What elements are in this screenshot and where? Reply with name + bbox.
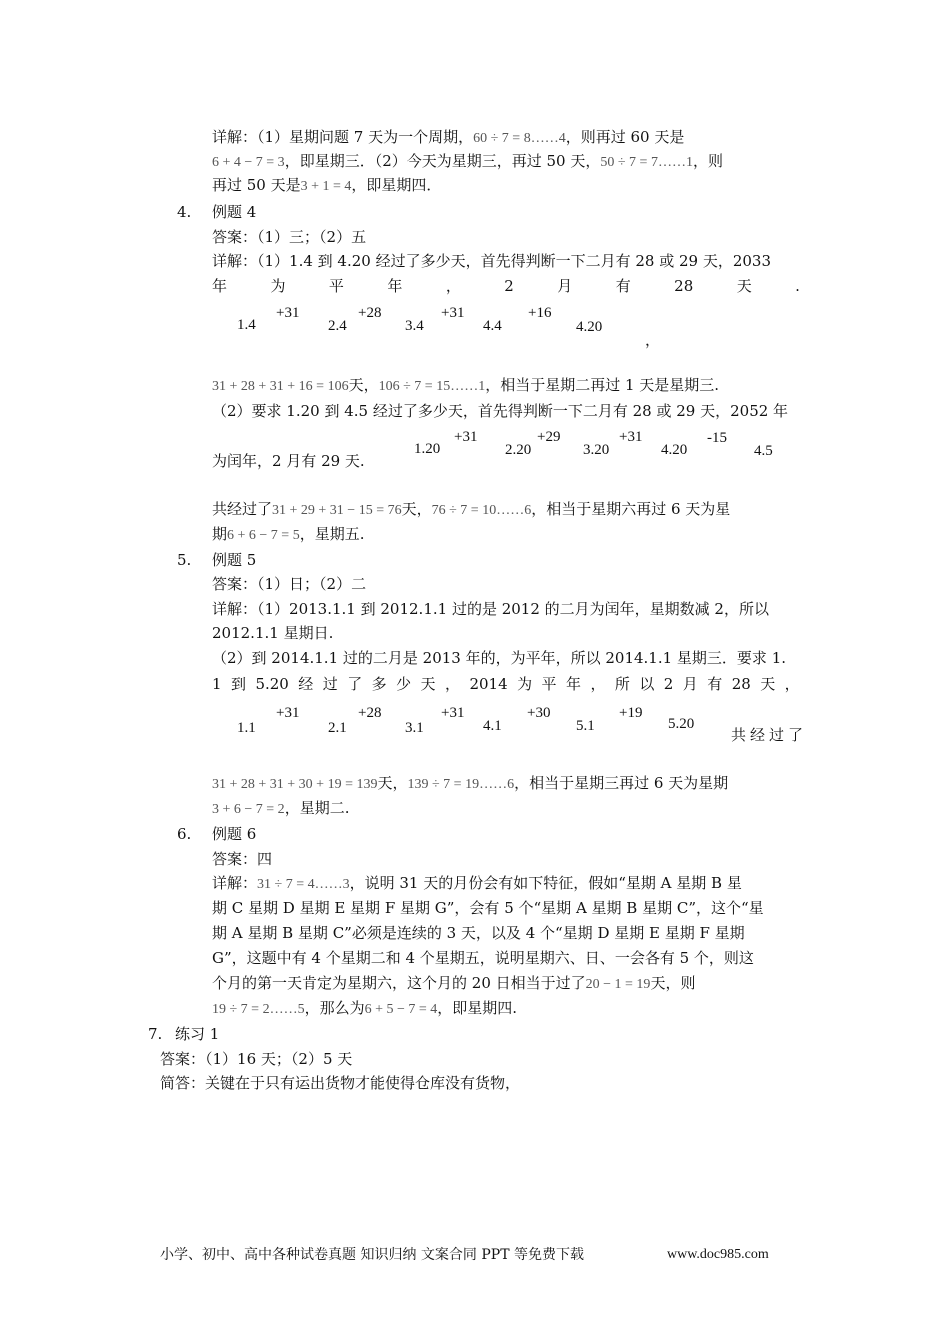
flow-date: 5.20 [668,716,695,732]
flow-step: +19 [619,705,643,721]
s4-calc-1 [212,374,719,398]
s6-text: ，说明 31 天的月份会有如下特征，假如“星期 A 星期 B 星 [349,874,742,892]
s6-text: ，即星期四. [437,999,518,1017]
s4-text: 共经过了 [212,500,273,518]
flow-date: 3.4 [405,318,424,334]
s3-text: ，即星期四． [351,176,442,194]
s4-detail-2 [212,275,800,297]
flow-step: -15 [707,430,727,446]
flow-step: +31 [276,305,300,321]
word: 了 [347,675,363,693]
word: 所 [614,675,630,693]
flow-step: +30 [527,705,551,721]
word: 天 [420,675,436,693]
s5-calc-2 [212,797,349,821]
s4-formula: 106 ÷ 7 = 15……1 [378,379,486,394]
s5-title: 例题 5 [212,551,257,569]
flow-date: 5.1 [576,718,595,734]
s3-text: 详解：（1）星期问题 7 天为一个周期， [212,128,474,146]
word: 月 [557,277,573,295]
word: 经 [298,675,314,693]
flow-step: +31 [619,429,643,445]
word: 过 [322,675,338,693]
word: 28 [674,277,694,295]
s3-text: ，即星期三．（2）今天为星期三，再过 50 天， [284,152,601,170]
s5-number: 5. [177,551,192,569]
flow-date: 2.4 [328,318,347,334]
flow-end: ， [645,333,661,349]
flow-date: 4.20 [661,442,688,458]
s6-text: 详解： [212,874,258,892]
s7-answer: 答案：（1）16 天；（2）5 天 [160,1050,353,1068]
s3-text: ，则再过 60 天是 [565,128,685,146]
s3-formula: 50 ÷ 7 = 7……1 [600,155,693,170]
s7-title: 练习 1 [175,1025,220,1043]
s6-text: 个月的第一天肯定为星期六，这个月的 20 日相当于过了 [212,974,586,992]
footer-text: 小学、初中、高中各种试卷真题 知识归纳 文案合同 PPT 等免费下载 [160,1247,584,1263]
word: 有 [707,675,723,693]
flow-step: +28 [358,305,382,321]
flow-date: 1.1 [237,720,256,736]
word: ， [445,277,461,295]
word: ， [445,675,461,693]
s3-line-3 [212,174,441,198]
s3-text: 再过 50 天是 [212,176,301,194]
s4-formula: 6 + 6 − 7 = 5 [227,528,300,543]
word: 5.20 [255,675,289,693]
word: 2014 [469,675,508,693]
flow-date: 2.20 [505,442,532,458]
s4-formula: 31 + 28 + 31 + 16 = 106 [212,379,349,394]
flow-step: +29 [537,429,561,445]
s4-part-2: （2）要求 1.20 到 4.5 经过了多少天，首先得判断一下二月有 28 或 29 天，2052 年 [212,402,789,420]
s3-line-1 [212,126,684,150]
s5-text: ，星期二. [284,799,350,817]
s5-formula: 31 + 28 + 31 + 30 + 19 = 139 [212,777,378,792]
flow-date: 1.20 [414,441,441,457]
s3-formula: 6 + 4 − 7 = 3 [212,155,285,170]
word: 以 [639,675,655,693]
s6-line-1 [212,872,742,896]
word: 有 [615,277,631,295]
s5-detail-2: 2012.1.1 星期日. [212,624,334,642]
flow-step: +31 [276,705,300,721]
s5-text: ，相当于星期三再过 6 天为星期 [514,774,729,792]
flow-date: 3.20 [583,442,610,458]
s4-formula: 76 ÷ 7 = 10……6 [431,503,532,518]
s4-text: 天， [401,500,432,518]
s4-part-2b: 为闰年，2 月有 29 天. [212,452,365,470]
s5-part-2: （2）到 2014.1.1 过的二月是 2013 年的，为平年，所以 2014.1.1 星期三．要求 1. [212,649,787,667]
s4-number: 4. [177,203,192,221]
s7-number: 7. [148,1025,163,1043]
s4-title: 例题 4 [212,203,257,221]
word: 2 [504,277,514,295]
flow-date: 4.20 [576,319,603,335]
flow-step: +31 [441,305,465,321]
s5-answer: 答案：（1）日；（2）二 [212,575,367,593]
s6-number: 6. [177,825,192,843]
s6-title: 例题 6 [212,825,257,843]
s3-line-2 [212,150,723,174]
s6-formula: 6 + 5 − 7 = 4 [364,1002,438,1017]
s4-answer: 答案：（1）三；（2）五 [212,228,367,246]
flow-step: +28 [358,705,382,721]
s6-line-4: G”，这题中有 4 个星期二和 4 个星期五，说明星期六、日、一会各有 5 个，则这 [212,949,754,967]
s4-text: 天， [348,376,379,394]
flow-date: 4.1 [483,718,502,734]
s4-detail-1: 详解：（1）1.4 到 4.20 经过了多少天，首先得判断一下二月有 28 或 29 天，2033 [212,252,772,270]
s6-line-6 [212,997,517,1021]
word: 为 [517,675,533,693]
s6-answer: 答案：四 [212,850,273,868]
s5-detail-1: 详解：（1）2013.1.1 到 2012.1.1 过的是 2012 的二月为闰年，星期数减 2，所以 [212,600,769,618]
s3-text: ，则 [692,152,723,170]
word: ， [590,675,606,693]
word: 多 [371,675,387,693]
s5-text: 天， [377,774,408,792]
word: 为 [270,277,286,295]
word: 年 [565,675,581,693]
word: 年 [212,277,228,295]
s4-text: 期 [212,525,228,543]
flow-step: +31 [441,705,465,721]
s7-brief: 简答：关键在于只有运出货物才能使得仓库没有货物， [160,1074,521,1092]
word: 28 [731,675,751,693]
word: 到 [230,675,246,693]
flow-step: +16 [528,305,552,321]
s4-formula: 31 + 29 + 31 − 15 = 76 [272,503,402,518]
s5-formula: 139 ÷ 7 = 19……6 [407,777,515,792]
s5-formula: 3 + 6 − 7 = 2 [212,802,285,817]
word: 月 [682,675,698,693]
s6-line-2: 期 C 星期 D 星期 E 星期 F 星期 G”，会有 5 个“星期 A 星期 B 星期 C”，这个“星 [212,899,764,917]
flow-step: +31 [454,429,478,445]
word: 平 [328,277,344,295]
s3-formula: 60 ÷ 7 = 8……4 [473,131,566,146]
flow-date: 1.4 [237,317,256,333]
word: 2 [663,675,674,693]
flow-date: 4.4 [483,318,502,334]
s6-line-3: 期 A 星期 B 星期 C”必须是连续的 3 天，以及 4 个“星期 D 星期 E 星期 F 星期 [212,924,745,942]
s6-line-5 [212,972,695,996]
s3-formula: 3 + 1 = 4 [300,179,352,194]
flow-date: 2.1 [328,720,347,736]
word: ， [784,675,800,693]
s6-text: 天，则 [650,974,696,992]
s5-part-2b [212,673,800,695]
s4-calc-2 [212,498,730,522]
word: . [795,277,800,295]
s4-calc-3 [212,523,364,547]
word: 1 [212,675,222,693]
s4-text: ，相当于星期二再过 1 天是星期三. [485,376,720,394]
flow-date: 4.5 [754,443,773,459]
flow-end: 共经过了 [731,726,808,744]
flow-date: 3.1 [405,720,424,736]
word: 平 [541,675,557,693]
footer-url[interactable]: www.doc985.com [667,1247,769,1262]
s6-formula: 31 ÷ 7 = 4……3 [257,877,350,892]
s4-text: ，相当于星期六再过 6 天为星 [531,500,731,518]
word: 天 [736,277,752,295]
word: 少 [396,675,412,693]
s6-text: ，那么为 [304,999,365,1017]
word: 年 [387,277,403,295]
s5-calc-1 [212,772,728,796]
word: 天 [760,675,776,693]
s4-text: ，星期五. [299,525,365,543]
s6-formula: 19 ÷ 7 = 2……5 [212,1002,305,1017]
s6-formula: 20 − 1 = 19 [585,977,651,992]
